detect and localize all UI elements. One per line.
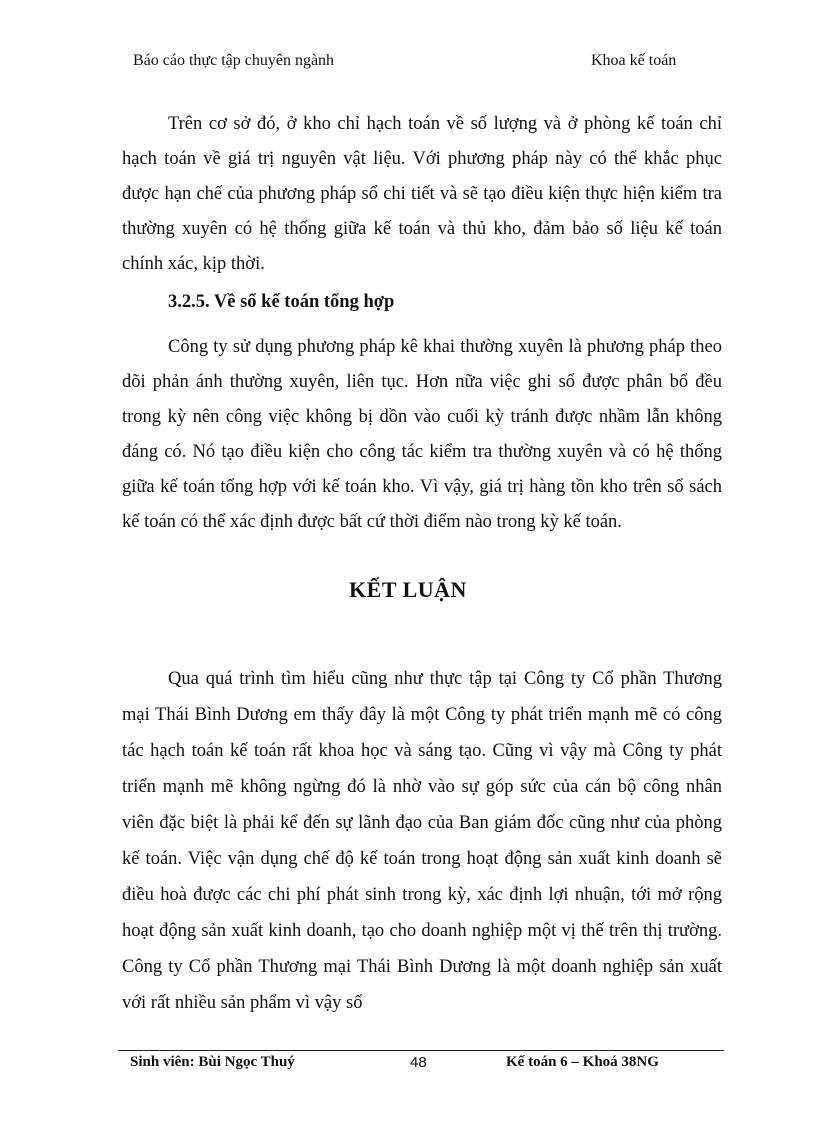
- paragraph-conclusion: Qua quá trình tìm hiểu cũng như thực tập tại Công ty Cổ phần Thương mại Thái Bình Dương em thấy đây là một Công ty phát triển mạnh mẽ có công tác hạch toán kế toán rất khoa học và sáng tạo. Cũng vì vậy mà Công ty phát triển mạnh mẽ không ngừng đó là nhờ vào sự góp sức của cán bộ công nhân viên đặc biệt là phải kể đến sự lãnh đạo của Ban giám đốc cũng như của phòng kế toán. Việc vận dụng chế độ kế toán trong hoạt động sản xuất kinh doanh sẽ điều hoà được các chi phí phát sinh trong kỳ, xác định lợi nhuận, tới mở rộng hoạt động sản xuất kinh doanh, tạo cho doanh nghiệp một vị thế trên thị trường. Công ty Cổ phần Thương mại Thái Bình Dương là một doanh nghiệp sản xuất với rất nhiều sản phẩm vì vậy số: [122, 669, 722, 1013]
- footer-divider: [118, 1050, 724, 1051]
- footer-page-number: 48: [410, 1054, 427, 1071]
- header-report-title: Báo cáo thực tập chuyên ngành: [133, 52, 335, 69]
- section-heading: 3.2.5. Về sổ kế toán tổng hợp: [168, 292, 395, 312]
- header-department: Khoa kế toán: [591, 52, 677, 69]
- footer-student-name: Sinh viên: Bùi Ngọc Thuý: [130, 1054, 295, 1070]
- paragraph-general-ledger: Công ty sử dụng phương pháp kê khai thường xuyên là phương pháp theo dõi phản ánh thường xuyên, liên tục. Hơn nữa việc ghi sổ được phân bổ đều trong kỳ nên công việc không bị dồn vào cuối kỳ tránh được nhầm lẫn không đáng có. Nó tạo điều kiện cho công tác kiểm tra thường xuyên và có hệ thống giữa kế toán tổng hợp với kế toán kho. Vì vậy, giá trị hàng tồn kho trên sổ sách kế toán có thể xác định được bất cứ thời điểm nào trong kỳ kế toán.: [122, 337, 722, 532]
- conclusion-title: KẾT LUẬN: [349, 577, 467, 602]
- footer-class-info: Kế toán 6 – Khoá 38NG: [506, 1054, 659, 1070]
- paragraph-material-accounting: Trên cơ sở đó, ở kho chỉ hạch toán về số lượng và ở phòng kế toán chỉ hạch toán về giá trị nguyên vật liệu. Với phương pháp này có thể khắc phục được hạn chế của phương pháp sổ chi tiết và sẽ tạo điều kiện thực hiện kiểm tra thường xuyên có hệ thống giữa kế toán và thủ kho, đảm bảo số liệu kế toán chính xác, kịp thời.: [122, 114, 722, 274]
- page-footer: [130, 1054, 720, 1076]
- page-header: [133, 52, 693, 74]
